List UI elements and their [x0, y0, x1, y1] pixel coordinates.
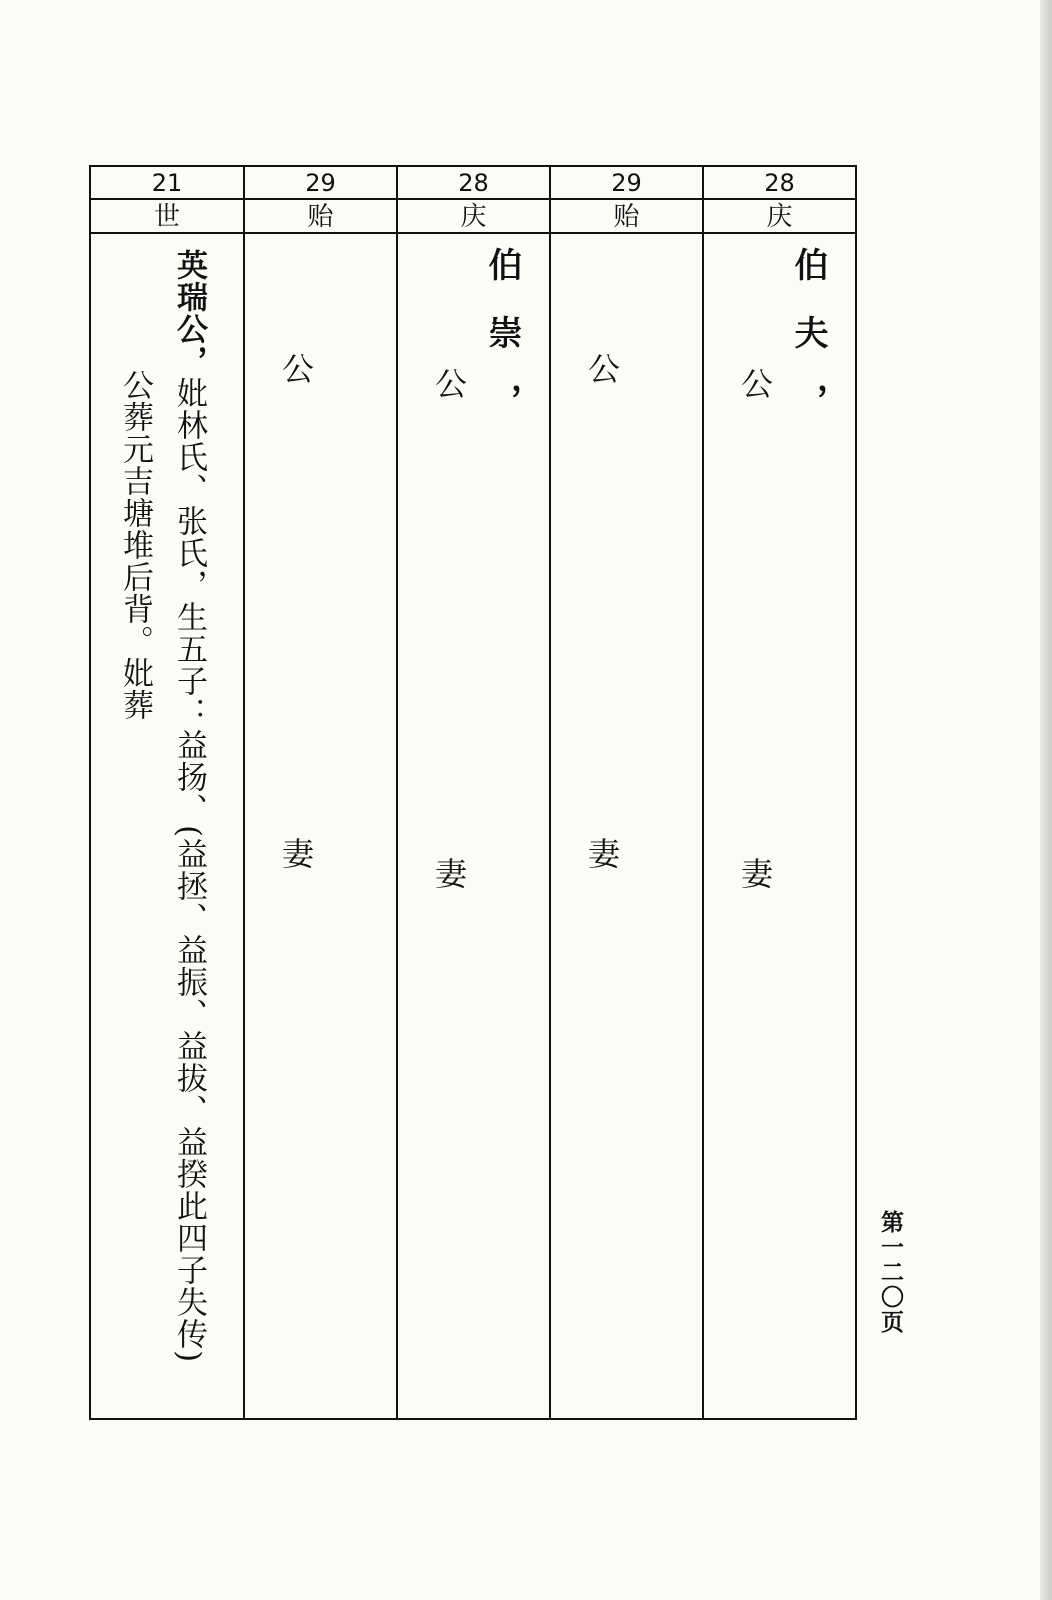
qi-label: 妻	[736, 857, 774, 889]
column-21-shi-yingrui	[91, 167, 243, 1418]
generation-char: 庆	[398, 200, 549, 234]
generation-char: 庆	[704, 200, 855, 234]
main-record-line-1	[171, 249, 207, 1364]
column-28-qing-bochong	[396, 167, 549, 1418]
main-record-line-2: 公葬元吉塘堆后背。妣葬	[117, 369, 153, 721]
generation-char: 世	[91, 200, 243, 234]
genealogy-table	[89, 165, 857, 1420]
generation-char: 贻	[551, 200, 702, 234]
column-29-yi-1	[549, 167, 702, 1418]
person-name: 伯崇，	[482, 247, 522, 451]
generation-number: 29	[551, 167, 702, 200]
person-name: 英瑞公，	[171, 249, 207, 377]
generation-number: 21	[91, 167, 243, 200]
gong-label: 公	[583, 352, 621, 384]
person-name: 伯夫，	[788, 247, 828, 451]
column-29-yi-2	[243, 167, 396, 1418]
page-edge	[1040, 0, 1052, 1600]
gong-label: 公	[430, 367, 468, 399]
column-28-qing-bofu	[702, 167, 855, 1418]
generation-number: 28	[704, 167, 855, 200]
page-number: 第一二〇页	[877, 1210, 904, 1335]
record-details: 妣林氏、张氏，生五子：益扬、(益拯、益振、益拔、益揆此四子失传)	[171, 377, 207, 1364]
qi-label: 妻	[430, 857, 468, 889]
generation-char: 贻	[245, 200, 396, 234]
generation-number: 29	[245, 167, 396, 200]
generation-number: 28	[398, 167, 549, 200]
gong-label: 公	[277, 352, 315, 384]
gong-label: 公	[736, 367, 774, 399]
qi-label: 妻	[583, 837, 621, 869]
qi-label: 妻	[277, 837, 315, 869]
